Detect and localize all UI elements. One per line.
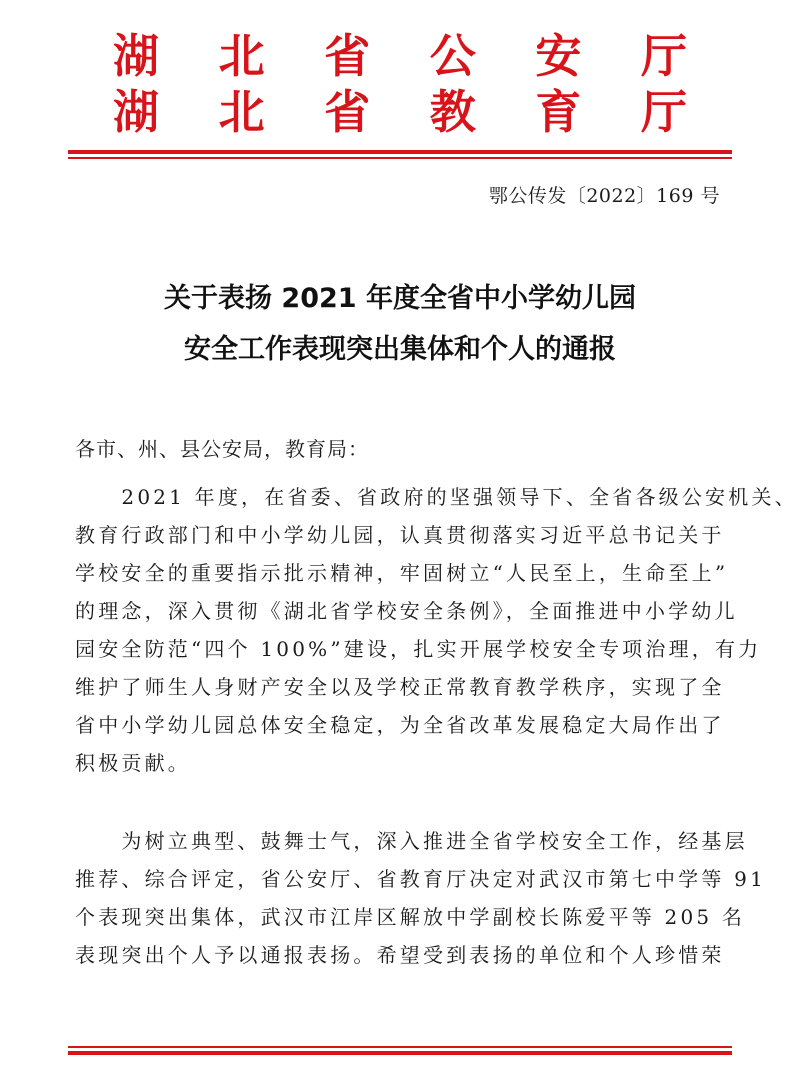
issuer-char: 厅 <box>640 29 687 83</box>
issuer-char: 湖 <box>113 85 159 139</box>
issuer-char: 厅 <box>640 85 687 139</box>
issuer-char: 北 <box>218 29 265 83</box>
issuer-name-police <box>110 30 690 82</box>
text-line: 的理念，深入贯彻《湖北省学校安全条例》，全面推进中小学幼儿 <box>75 599 738 623</box>
issuer-char: 省 <box>324 85 371 139</box>
text-line: 维护了师生人身财产安全以及学校正常教育教学秩序，实现了全 <box>75 675 725 699</box>
issuer-char: 安 <box>535 29 582 83</box>
footer-rule-thin <box>68 1046 732 1048</box>
text-line: 推荐、综合评定，省公安厅、省教育厅决定对武汉市第七中学等 91 <box>75 867 767 891</box>
document-title-line-1: 关于表扬 2021 年度全省中小学幼儿园 <box>164 283 636 314</box>
text-line: 省中小学幼儿园总体安全稳定，为全省改革发展稳定大局作出了 <box>75 713 725 737</box>
text-line: 教育行政部门和中小学幼儿园，认真贯彻落实习近平总书记关于 <box>75 523 725 547</box>
issuer-char: 教 <box>429 85 476 139</box>
text-line: 学校安全的重要指示批示精神，牢固树立“人民至上，生命至上” <box>75 561 729 585</box>
document-number: 鄂公传发〔2022〕169 号 <box>488 185 720 207</box>
issuer-char: 北 <box>218 85 265 139</box>
body-paragraph-1 <box>75 478 798 782</box>
issuer-char: 湖 <box>113 29 159 83</box>
salutation: 各市、州、县公安局，教育局： <box>75 437 369 461</box>
text-line: 积极贡献。 <box>75 751 191 775</box>
footer-rule-thick <box>68 1051 732 1055</box>
header-rule-thin <box>68 157 732 159</box>
text-line: 2021 年度，在省委、省政府的坚强领导下、全省各级公安机关、 <box>75 485 798 509</box>
text-line: 为树立典型、鼓舞士气，深入推进全省学校安全工作，经基层 <box>75 829 748 853</box>
document-title-line-2: 安全工作表现突出集体和个人的通报 <box>184 334 616 365</box>
issuer-char: 育 <box>535 85 582 139</box>
issuer-name-education <box>110 86 690 138</box>
issuer-char: 公 <box>429 29 476 83</box>
text-line: 表现突出个人予以通报表扬。希望受到表扬的单位和个人珍惜荣 <box>75 943 725 967</box>
text-line: 园安全防范“四个 100%”建设，扎实开展学校安全专项治理，有力 <box>75 637 762 661</box>
issuer-char: 省 <box>324 29 371 83</box>
body-paragraph-2 <box>75 822 767 974</box>
header-rule-thick <box>68 150 732 154</box>
text-line: 个表现突出集体，武汉市江岸区解放中学副校长陈爱平等 205 名 <box>75 905 746 929</box>
